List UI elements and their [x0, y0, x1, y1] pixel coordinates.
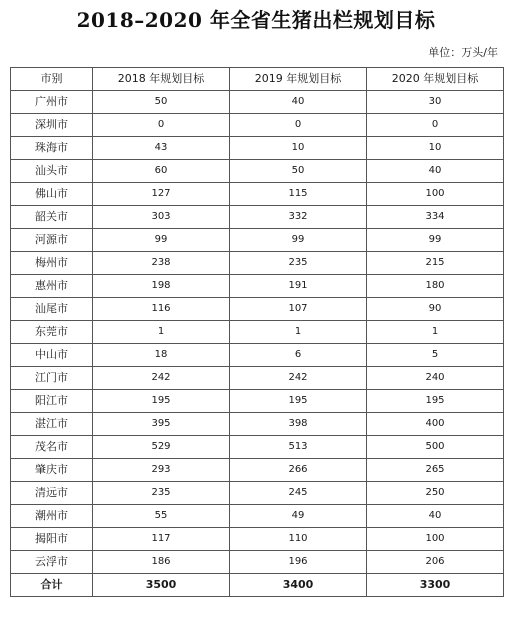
- cell-2019: 242: [230, 367, 367, 390]
- cell-2019: 0: [230, 114, 367, 137]
- cell-2018: 0: [93, 114, 230, 137]
- cell-2019: 1: [230, 321, 367, 344]
- cell-2018: 50: [93, 91, 230, 114]
- cell-2018: 195: [93, 390, 230, 413]
- cell-city: 韶关市: [11, 206, 93, 229]
- cell-city: 清远市: [11, 482, 93, 505]
- table-row: [11, 436, 504, 459]
- total-2018: 3500: [93, 574, 230, 597]
- cell-2019: 49: [230, 505, 367, 528]
- cell-2020: 100: [367, 528, 504, 551]
- table-row: [11, 505, 504, 528]
- cell-city: 东莞市: [11, 321, 93, 344]
- cell-city: 珠海市: [11, 137, 93, 160]
- cell-2018: 55: [93, 505, 230, 528]
- cell-city: 揭阳市: [11, 528, 93, 551]
- table-row: [11, 137, 504, 160]
- cell-2020: 100: [367, 183, 504, 206]
- cell-2019: 110: [230, 528, 367, 551]
- cell-city: 江门市: [11, 367, 93, 390]
- cell-2019: 40: [230, 91, 367, 114]
- cell-2018: 18: [93, 344, 230, 367]
- table-row: [11, 160, 504, 183]
- total-2020: 3300: [367, 574, 504, 597]
- cell-2019: 191: [230, 275, 367, 298]
- table-row: [11, 183, 504, 206]
- cell-2020: 500: [367, 436, 504, 459]
- total-row: [11, 574, 504, 597]
- table-row: [11, 344, 504, 367]
- cell-city: 阳江市: [11, 390, 93, 413]
- cell-2019: 115: [230, 183, 367, 206]
- cell-2019: 99: [230, 229, 367, 252]
- cell-2018: 99: [93, 229, 230, 252]
- cell-2020: 215: [367, 252, 504, 275]
- table-row: [11, 482, 504, 505]
- cell-2019: 6: [230, 344, 367, 367]
- table-row: [11, 413, 504, 436]
- cell-city: 中山市: [11, 344, 93, 367]
- cell-2020: 1: [367, 321, 504, 344]
- table-row: [11, 252, 504, 275]
- page-title: 2018–2020 年全省生猪出栏规划目标: [76, 8, 436, 32]
- cell-2018: 293: [93, 459, 230, 482]
- cell-2019: 398: [230, 413, 367, 436]
- cell-2019: 513: [230, 436, 367, 459]
- cell-city: 云浮市: [11, 551, 93, 574]
- targets-table: [10, 67, 504, 597]
- total-label: 合计: [11, 574, 93, 597]
- cell-2019: 235: [230, 252, 367, 275]
- cell-city: 广州市: [11, 91, 93, 114]
- cell-city: 肇庆市: [11, 459, 93, 482]
- unit-note: 单位：万头/年: [428, 46, 498, 59]
- header-2019: 2019 年规划目标: [230, 68, 367, 91]
- cell-2020: 250: [367, 482, 504, 505]
- cell-2018: 235: [93, 482, 230, 505]
- cell-city: 茂名市: [11, 436, 93, 459]
- cell-2018: 60: [93, 160, 230, 183]
- cell-2018: 43: [93, 137, 230, 160]
- cell-2018: 303: [93, 206, 230, 229]
- header-2018: 2018 年规划目标: [93, 68, 230, 91]
- cell-2019: 266: [230, 459, 367, 482]
- cell-2018: 116: [93, 298, 230, 321]
- header-city: 市别: [11, 68, 93, 91]
- cell-2020: 400: [367, 413, 504, 436]
- cell-2018: 186: [93, 551, 230, 574]
- cell-2020: 30: [367, 91, 504, 114]
- cell-2020: 195: [367, 390, 504, 413]
- cell-2020: 265: [367, 459, 504, 482]
- cell-2020: 5: [367, 344, 504, 367]
- cell-2018: 238: [93, 252, 230, 275]
- cell-city: 佛山市: [11, 183, 93, 206]
- table-row: [11, 114, 504, 137]
- cell-city: 湛江市: [11, 413, 93, 436]
- table-row: [11, 551, 504, 574]
- cell-2018: 127: [93, 183, 230, 206]
- cell-2020: 10: [367, 137, 504, 160]
- cell-city: 汕头市: [11, 160, 93, 183]
- cell-2020: 334: [367, 206, 504, 229]
- cell-2019: 195: [230, 390, 367, 413]
- cell-2020: 99: [367, 229, 504, 252]
- cell-2020: 40: [367, 160, 504, 183]
- cell-2019: 196: [230, 551, 367, 574]
- cell-2019: 245: [230, 482, 367, 505]
- cell-2020: 240: [367, 367, 504, 390]
- cell-2020: 0: [367, 114, 504, 137]
- table-row: [11, 528, 504, 551]
- cell-2018: 242: [93, 367, 230, 390]
- cell-2019: 10: [230, 137, 367, 160]
- cell-2018: 198: [93, 275, 230, 298]
- cell-2018: 1: [93, 321, 230, 344]
- table-row: [11, 390, 504, 413]
- cell-2020: 180: [367, 275, 504, 298]
- table-row: [11, 367, 504, 390]
- table-row: [11, 275, 504, 298]
- cell-2019: 332: [230, 206, 367, 229]
- cell-2019: 50: [230, 160, 367, 183]
- total-2019: 3400: [230, 574, 367, 597]
- cell-2018: 395: [93, 413, 230, 436]
- table-row: [11, 91, 504, 114]
- table-row: [11, 229, 504, 252]
- cell-2020: 90: [367, 298, 504, 321]
- table-row: [11, 321, 504, 344]
- cell-2020: 40: [367, 505, 504, 528]
- cell-2018: 529: [93, 436, 230, 459]
- cell-city: 潮州市: [11, 505, 93, 528]
- cell-city: 汕尾市: [11, 298, 93, 321]
- cell-city: 惠州市: [11, 275, 93, 298]
- table-row: [11, 459, 504, 482]
- cell-city: 深圳市: [11, 114, 93, 137]
- cell-city: 梅州市: [11, 252, 93, 275]
- cell-2018: 117: [93, 528, 230, 551]
- table-row: [11, 298, 504, 321]
- header-2020: 2020 年规划目标: [367, 68, 504, 91]
- cell-2020: 206: [367, 551, 504, 574]
- table-row: [11, 206, 504, 229]
- table-header-row: [11, 68, 504, 91]
- cell-2019: 107: [230, 298, 367, 321]
- cell-city: 河源市: [11, 229, 93, 252]
